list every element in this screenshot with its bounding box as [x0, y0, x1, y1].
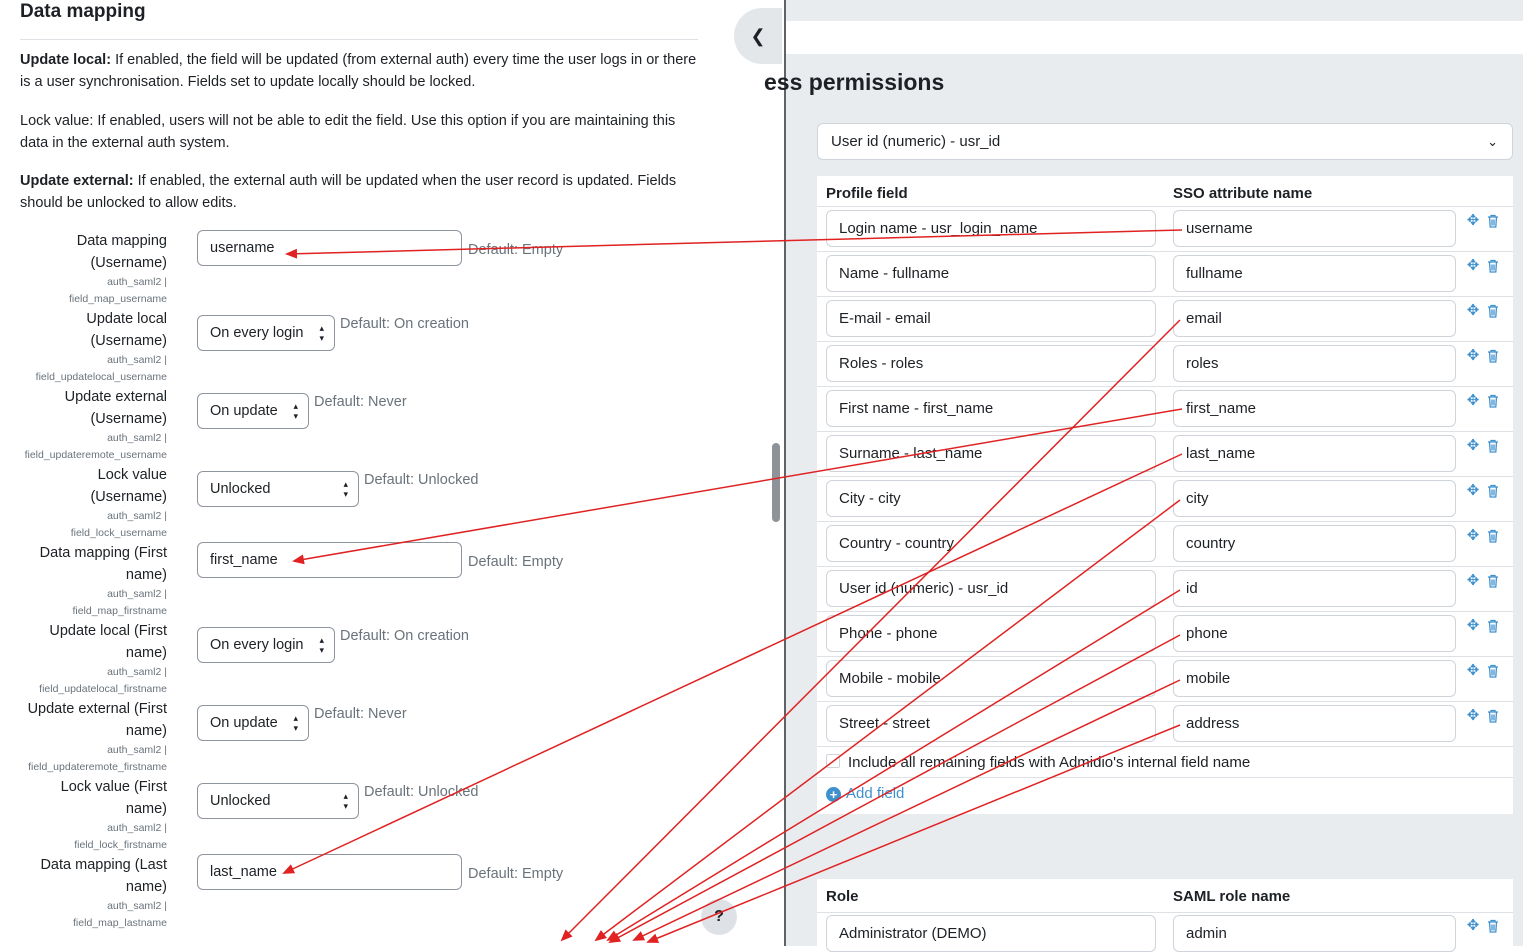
- select-value: On update: [210, 715, 278, 731]
- setting-label: name): [125, 879, 167, 895]
- setting-label: name): [125, 567, 167, 583]
- help-button[interactable]: ?: [701, 899, 737, 935]
- chevron-down-icon: ⌄: [1487, 134, 1498, 149]
- setting-key: field_updateremote_firstname: [28, 761, 167, 773]
- sso-attribute-input[interactable]: username: [1173, 210, 1456, 247]
- page-heading: ess permissions: [764, 69, 945, 95]
- user-id-field-select[interactable]: [817, 123, 1513, 160]
- default-value: Default: On creation: [340, 316, 469, 332]
- setting-label: Update local (First: [49, 623, 167, 639]
- sort-arrows-icon: ▾: [343, 801, 348, 811]
- row-divider: [817, 341, 1513, 342]
- move-icon[interactable]: ✥: [1466, 572, 1480, 589]
- default-value: Default: Unlocked: [364, 784, 479, 800]
- setting-label: Update local: [86, 311, 167, 327]
- trash-icon[interactable]: [1485, 573, 1501, 589]
- saml-role-input[interactable]: admin: [1173, 915, 1456, 952]
- setting-label: Lock value: [97, 467, 167, 483]
- trash-icon[interactable]: [1485, 708, 1501, 724]
- row-divider: [817, 431, 1513, 432]
- sort-arrows-icon: ▴: [293, 713, 298, 723]
- profile-field-select[interactable]: First name - first_name: [826, 390, 1156, 427]
- default-value: Default: Never: [314, 706, 407, 722]
- section-title: Data mapping: [20, 1, 146, 22]
- trash-icon[interactable]: [1485, 918, 1501, 934]
- row-divider: [817, 566, 1513, 567]
- profile-field-select[interactable]: Phone - phone: [826, 615, 1156, 652]
- sso-attribute-input[interactable]: phone: [1173, 615, 1456, 652]
- default-value: Default: Empty: [468, 554, 564, 570]
- move-icon[interactable]: ✥: [1466, 917, 1480, 934]
- sort-arrows-icon: ▴: [319, 635, 324, 645]
- include-remaining-checkbox[interactable]: [826, 753, 1250, 773]
- default-value: Default: Empty: [468, 242, 564, 258]
- col-role: Role: [826, 888, 859, 905]
- setting-select[interactable]: [197, 315, 335, 351]
- row-divider: [817, 912, 1513, 913]
- trash-icon[interactable]: [1485, 528, 1501, 544]
- sort-arrows-icon: ▾: [293, 723, 298, 733]
- setting-key: auth_saml2 |: [107, 666, 167, 678]
- row-divider: [817, 521, 1513, 522]
- trash-icon[interactable]: [1485, 438, 1501, 454]
- profile-field-select[interactable]: Surname - last_name: [826, 435, 1156, 472]
- trash-icon[interactable]: [1485, 303, 1501, 319]
- select-value: Unlocked: [210, 793, 271, 809]
- move-icon[interactable]: ✥: [1466, 347, 1480, 364]
- sso-attribute-input[interactable]: mobile: [1173, 660, 1456, 697]
- move-icon[interactable]: ✥: [1466, 617, 1480, 634]
- profile-field-select[interactable]: E-mail - email: [826, 300, 1156, 337]
- setting-key: auth_saml2 |: [107, 276, 167, 288]
- sort-arrows-icon: ▾: [319, 645, 324, 655]
- trash-icon[interactable]: [1485, 483, 1501, 499]
- chevron-left-icon[interactable]: ❮: [734, 8, 782, 64]
- default-value: Default: On creation: [340, 628, 469, 644]
- intro-update-local: Update local: If enabled, the field will be updated (from external auth) every time the user logs in or there is a user synchronisation. Fields set to update locally should be locked.: [20, 52, 697, 90]
- admidio-panel: [764, 0, 1523, 946]
- move-icon[interactable]: ✥: [1466, 707, 1480, 724]
- row-divider: [817, 296, 1513, 297]
- move-icon[interactable]: ✥: [1466, 212, 1480, 229]
- setting-label: Data mapping (First: [39, 545, 167, 561]
- sso-attribute-input[interactable]: email: [1173, 300, 1456, 337]
- sort-arrows-icon: ▴: [343, 479, 348, 489]
- setting-select[interactable]: [197, 705, 309, 741]
- profile-field-select[interactable]: City - city: [826, 480, 1156, 517]
- row-divider: [817, 206, 1513, 207]
- row-divider: [817, 701, 1513, 702]
- trash-icon[interactable]: [1485, 348, 1501, 364]
- checkbox[interactable]: [826, 754, 840, 768]
- move-icon[interactable]: ✥: [1466, 437, 1480, 454]
- sso-attribute-input[interactable]: country: [1173, 525, 1456, 562]
- sso-attribute-input[interactable]: fullname: [1173, 255, 1456, 292]
- setting-key: field_updatelocal_firstname: [39, 683, 167, 695]
- row-divider: [817, 386, 1513, 387]
- mapping-input[interactable]: username: [197, 230, 462, 266]
- setting-label: name): [125, 723, 167, 739]
- add-field-link[interactable]: [826, 784, 904, 804]
- setting-key: auth_saml2 |: [107, 744, 167, 756]
- select-value: On every login: [210, 325, 304, 341]
- row-divider: [817, 656, 1513, 657]
- sort-arrows-icon: ▴: [319, 323, 324, 333]
- sort-arrows-icon: ▴: [343, 791, 348, 801]
- mapping-input[interactable]: first_name: [197, 542, 462, 578]
- setting-key: auth_saml2 |: [107, 588, 167, 600]
- add-field-label: Add field: [846, 785, 905, 802]
- intro-update-external: Update external: If enabled, the external auth will be updated when the user record is updated. Fields should be unlocked to allow edits.: [20, 173, 677, 211]
- setting-label: Update external: [64, 389, 167, 405]
- row-divider: [817, 476, 1513, 477]
- setting-key: auth_saml2 |: [107, 822, 167, 834]
- profile-field-select[interactable]: Login name - usr_login_name: [826, 210, 1156, 247]
- sso-attribute-input[interactable]: city: [1173, 480, 1456, 517]
- setting-key: auth_saml2 |: [107, 354, 167, 366]
- setting-key: field_map_lastname: [73, 917, 167, 929]
- role-select[interactable]: Administrator (DEMO): [826, 915, 1156, 952]
- trash-icon[interactable]: [1485, 663, 1501, 679]
- default-value: Default: Empty: [468, 866, 564, 882]
- col-sso-attribute: SSO attribute name: [1173, 185, 1313, 202]
- scrollbar-thumb[interactable]: [772, 443, 780, 522]
- setting-key: field_map_firstname: [72, 605, 167, 617]
- setting-key: auth_saml2 |: [107, 510, 167, 522]
- move-icon[interactable]: ✥: [1466, 302, 1480, 319]
- profile-field-select[interactable]: Mobile - mobile: [826, 660, 1156, 697]
- top-bar: [786, 21, 1523, 54]
- col-saml-role: SAML role name: [1173, 888, 1291, 905]
- plus-circle-icon: +: [826, 787, 841, 802]
- role-mapping-table: [817, 879, 1513, 949]
- sso-attribute-input[interactable]: first_name: [1173, 390, 1456, 427]
- intro-lock-value: Lock value: If enabled, users will not be able to edit the field. Use this option if you are maintaining this data in the external auth system.: [20, 113, 676, 151]
- setting-label: name): [125, 801, 167, 817]
- setting-label: (Username): [90, 333, 167, 349]
- row-divider: [817, 251, 1513, 252]
- profile-field-select[interactable]: User id (numeric) - usr_id: [826, 570, 1156, 607]
- setting-select[interactable]: [197, 627, 335, 663]
- sso-attribute-input[interactable]: address: [1173, 705, 1456, 742]
- select-value: On every login: [210, 637, 304, 653]
- user-id-select-value: User id (numeric) - usr_id: [831, 133, 1001, 150]
- move-icon[interactable]: ✥: [1466, 527, 1480, 544]
- setting-label: Data mapping (Last: [40, 857, 167, 873]
- include-remaining-label: Include all remaining fields with Admidio's internal field name: [848, 754, 1251, 771]
- setting-key: auth_saml2 |: [107, 432, 167, 444]
- setting-key: field_updateremote_username: [24, 449, 167, 461]
- default-value: Default: Unlocked: [364, 472, 479, 488]
- col-profile-field: Profile field: [826, 185, 908, 202]
- move-icon[interactable]: ✥: [1466, 392, 1480, 409]
- sso-attribute-input[interactable]: id: [1173, 570, 1456, 607]
- sort-arrows-icon: ▴: [293, 401, 298, 411]
- row-divider: [817, 777, 1513, 778]
- sort-arrows-icon: ▾: [319, 333, 324, 343]
- select-value: Unlocked: [210, 481, 271, 497]
- sort-arrows-icon: ▾: [293, 411, 298, 421]
- setting-key: field_updatelocal_username: [35, 371, 167, 383]
- setting-label: (Username): [90, 489, 167, 505]
- setting-select[interactable]: [197, 393, 309, 429]
- setting-select[interactable]: [197, 783, 359, 819]
- sort-arrows-icon: ▾: [343, 489, 348, 499]
- setting-label: Update external (First: [27, 701, 167, 717]
- field-mapping-table: [817, 176, 1513, 814]
- trash-icon[interactable]: [1485, 618, 1501, 634]
- setting-label: (Username): [90, 411, 167, 427]
- row-divider: [817, 611, 1513, 612]
- mapping-input[interactable]: last_name: [197, 854, 462, 890]
- move-icon[interactable]: ✥: [1466, 662, 1480, 679]
- profile-field-select[interactable]: Street - street: [826, 705, 1156, 742]
- trash-icon[interactable]: [1485, 213, 1501, 229]
- setting-label: (Username): [90, 255, 167, 271]
- profile-field-select[interactable]: Name - fullname: [826, 255, 1156, 292]
- setting-label: Data mapping: [76, 233, 167, 249]
- setting-key: field_lock_username: [70, 527, 167, 539]
- move-icon[interactable]: ✥: [1466, 482, 1480, 499]
- setting-key: field_lock_firstname: [74, 839, 167, 851]
- setting-key: field_map_username: [68, 293, 167, 305]
- setting-key: auth_saml2 |: [107, 900, 167, 912]
- sso-attribute-input[interactable]: last_name: [1173, 435, 1456, 472]
- sso-attribute-input[interactable]: roles: [1173, 345, 1456, 382]
- setting-label: name): [125, 645, 167, 661]
- setting-select[interactable]: [197, 471, 359, 507]
- row-divider: [817, 746, 1513, 747]
- trash-icon[interactable]: [1485, 258, 1501, 274]
- trash-icon[interactable]: [1485, 393, 1501, 409]
- select-value: On update: [210, 403, 278, 419]
- profile-field-select[interactable]: Country - country: [826, 525, 1156, 562]
- default-value: Default: Never: [314, 394, 407, 410]
- setting-label: Lock value (First: [60, 779, 167, 795]
- section-divider: [20, 39, 698, 40]
- profile-field-select[interactable]: Roles - roles: [826, 345, 1156, 382]
- move-icon[interactable]: ✥: [1466, 257, 1480, 274]
